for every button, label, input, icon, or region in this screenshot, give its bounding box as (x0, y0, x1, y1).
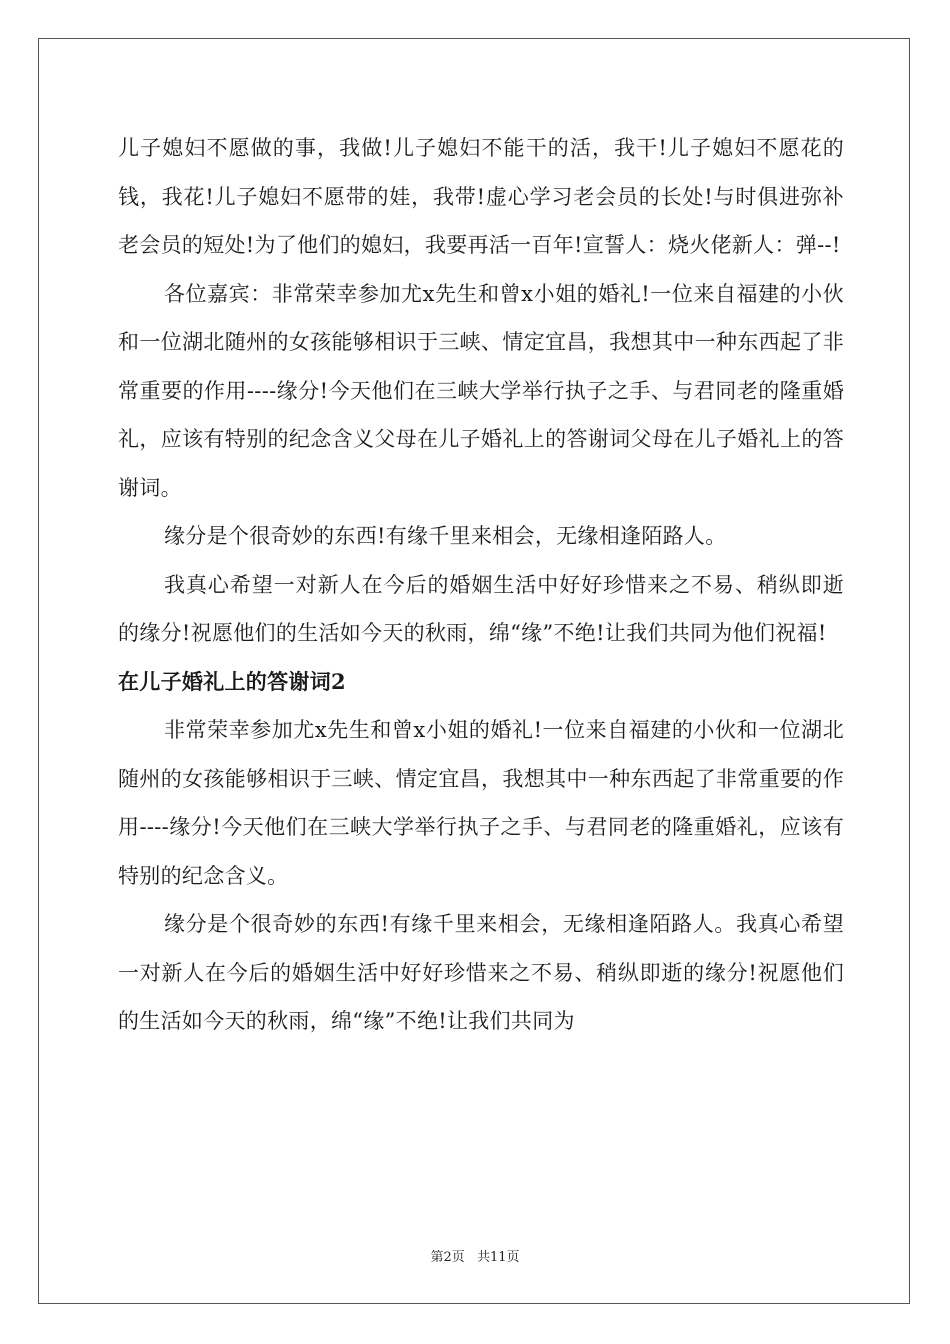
paragraph: 儿子媳妇不愿做的事，我做!儿子媳妇不能干的活，我干!儿子媳妇不愿花的钱，我花!儿子媳妇不愿带的娃，我带!虚心学习老会员的长处!与时俱进弥补老会员的短处!为了他们的媳妇，我要再活一百年!宣誓人：烧火佬新人：弹--! (118, 136, 844, 257)
page-total: 共11页 (476, 1250, 520, 1265)
section-heading: 在儿子婚礼上的答谢词2 (118, 668, 346, 694)
page-number: 第2页 (430, 1250, 465, 1265)
paragraph: 各位嘉宾：非常荣幸参加尤x先生和曾x小姐的婚礼!一位来自福建的小伙和一位湖北随州的女孩能够相识于三峡、情定宜昌，我想其中一种东西起了非常重要的作用----缘分!今天他们在三峡大学举行执子之手、与君同老的隆重婚礼，应该有特别的纪念含义父母在儿子婚礼上的答谢词父母在儿子婚礼上的答谢词。 (118, 281, 844, 500)
paragraph: 我真心希望一对新人在今后的婚姻生活中好好珍惜来之不易、稍纵即逝的缘分!祝愿他们的生活如今天的秋雨，绵“缘”不绝!让我们共同为他们祝福! (118, 572, 844, 645)
paragraph: 缘分是个很奇妙的东西!有缘千里来相会，无缘相逢陌路人。 (164, 524, 727, 548)
page-footer (0, 1246, 950, 1265)
paragraph: 缘分是个很奇妙的东西!有缘千里来相会，无缘相逢陌路人。我真心希望一对新人在今后的婚姻生活中好好珍惜来之不易、稍纵即逝的缘分!祝愿他们的生活如今天的秋雨，绵“缘”不绝!让我们共同为 (118, 912, 844, 1033)
paragraph: 非常荣幸参加尤x先生和曾x小姐的婚礼!一位来自福建的小伙和一位湖北随州的女孩能够相识于三峡、情定宜昌，我想其中一种东西起了非常重要的作用----缘分!今天他们在三峡大学举行执子之手、与君同老的隆重婚礼，应该有特别的纪念含义。 (118, 718, 844, 888)
document-body (118, 124, 844, 1046)
